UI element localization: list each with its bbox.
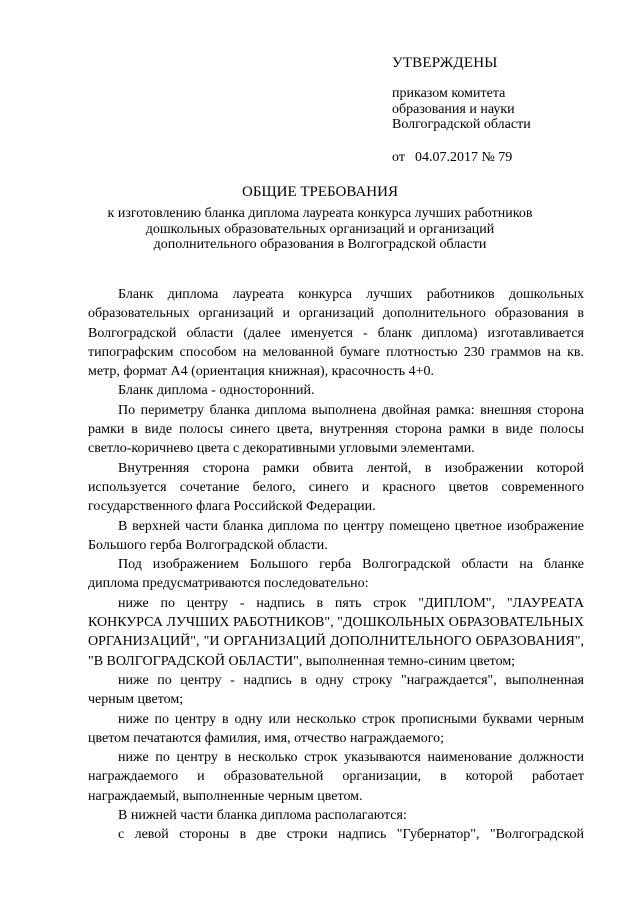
approval-heading: УТВЕРЖДЕНЫ xyxy=(392,55,498,71)
approval-order xyxy=(392,86,612,133)
body-paragraph: ниже по центру - надпись в одну строку "награждается", выполненная черным цветом; xyxy=(88,672,584,708)
approval-order-line: приказом комитета xyxy=(392,86,506,101)
subtitle-line: дополнительного образования в Волгоградской области xyxy=(153,237,487,252)
approval-date-value: 04.07.2017 № 79 xyxy=(414,149,513,165)
body-paragraph: с левой стороны в две строки надпись "Губернатор", "Волгоградской xyxy=(118,827,584,843)
body-paragraph: По периметру бланка диплома выполнена двойная рамка: внешняя сторона рамки в виде полосы синего цвета, внутренняя сторона рамки в виде полосы светло-коричнево цвета с декоративными угловыми элементами. xyxy=(88,402,584,457)
document-subtitle xyxy=(60,206,580,253)
approval-stamp-block xyxy=(392,54,612,166)
body-paragraph: Под изображением Большого герба Волгоградской области на бланке диплома предусматриваются последовательно: xyxy=(88,557,584,592)
body-paragraph: ниже по центру в несколько строк указываются наименование должности награждаемого и образовательной организации, в которой работает награждаемый, выполненные черным цветом. xyxy=(88,750,584,804)
body-paragraph: ниже по центру - надпись в пять строк "ДИПЛОМ", "ЛАУРЕАТА КОНКУРСА ЛУЧШИХ РАБОТНИКОВ", "ДОШКОЛЬНЫХ ОБРАЗОВАТЕЛЬНЫХ ОРГАНИЗАЦИЙ", "И ОРГАНИЗАЦИЙ ДОПОЛНИТЕЛЬНОГО ОБРАЗОВАНИЯ", "В ВОЛГОГРАДСКОЙ ОБЛАСТИ", выполненная темно-синим цветом; xyxy=(88,595,584,669)
document-body xyxy=(88,285,584,845)
body-paragraph: Бланк диплома - односторонний. xyxy=(118,383,315,399)
document-title: ОБЩИЕ ТРЕБОВАНИЯ xyxy=(242,184,398,200)
subtitle-line: дошкольных образовательных организаций и организаций xyxy=(145,221,495,237)
body-paragraph: Бланк диплома лауреата конкурса лучших работников дошкольных образовательных организаций и организаций дополнительного образования в Волгоградской области (далее именуется - бланк диплома) изготавливается типографским способом на мелованной бумаге плотностью 230 граммов на кв. метр, формат А4 (ориентация книжная), красочность 4+0. xyxy=(88,287,584,380)
subtitle-line: к изготовлению бланка диплома лауреата конкурса лучших работников xyxy=(107,206,533,221)
body-paragraph: В нижней части бланка диплома располагаются: xyxy=(118,808,407,824)
body-paragraph: В верхней части бланка диплома по центру помещено цветное изображение Большого герба Волгоградской области. xyxy=(88,518,584,553)
approval-order-line: образования и науки xyxy=(392,101,515,117)
body-paragraph: Внутренняя сторона рамки обвита лентой, в изображении которой используется сочетание белого, синего и красного цветов современного государственного флага Российской Федерации. xyxy=(88,460,584,515)
approval-date xyxy=(392,150,612,166)
body-paragraph: ниже по центру в одну или несколько строк прописными буквами черным цветом печатаются фамилия, имя, отчество награждаемого; xyxy=(88,711,584,746)
approval-order-line: Волгоградской области xyxy=(392,117,531,132)
approval-date-prefix: от xyxy=(392,149,405,165)
